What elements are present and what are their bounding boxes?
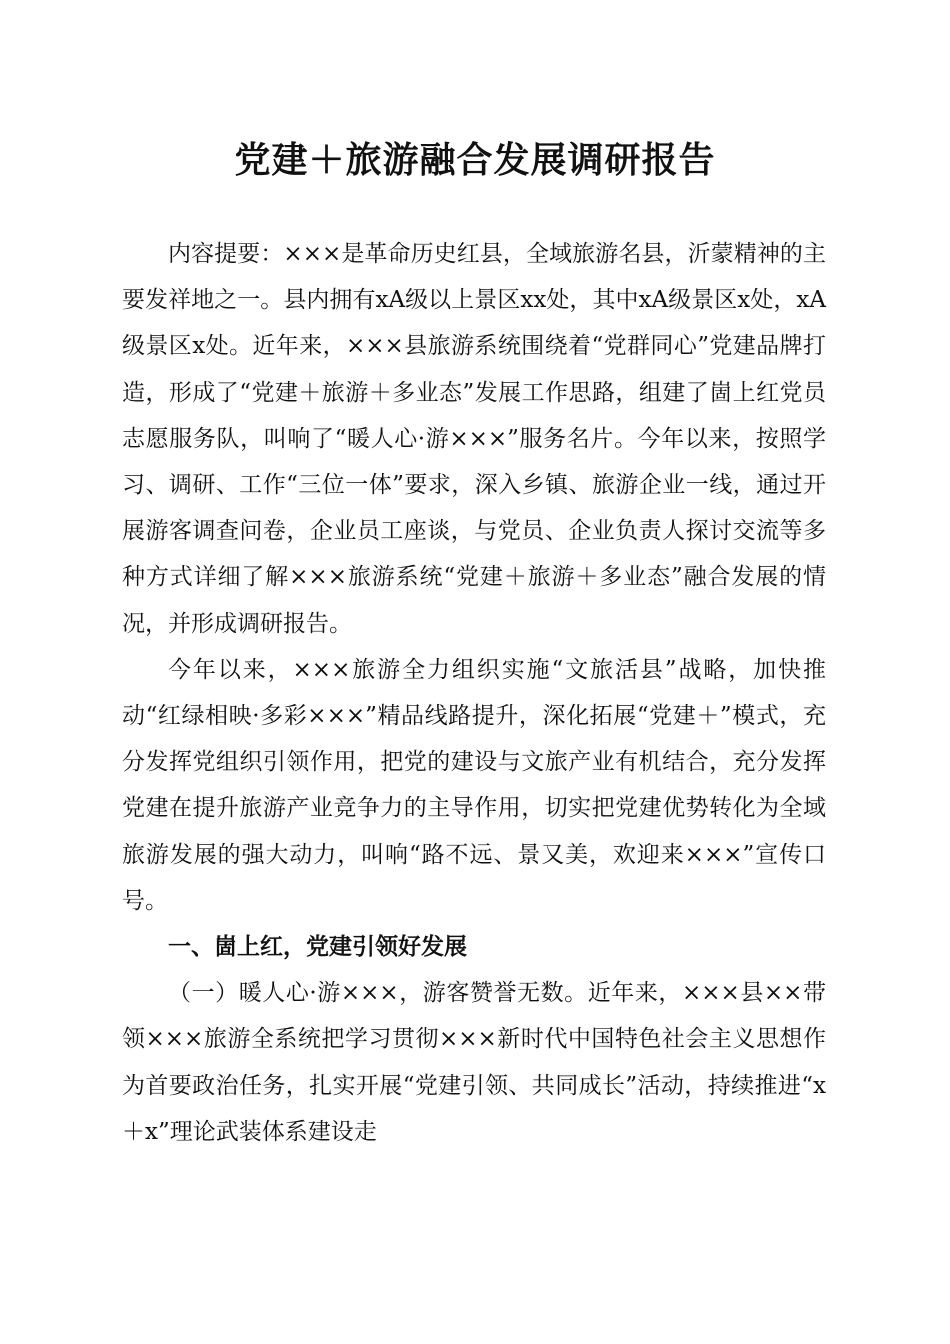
- section-heading: 一、崮上红，党建引领好发展: [168, 934, 467, 961]
- abstract-paragraph: 内容提要：×××是革命历史红县，全域旅游名县，沂蒙精神的主要发祥地之一。县内拥有xA级以上景区xx处，其中xA级景区x处，xA级景区x处。近年来，×××县旅游系统围绕着“党群同心”党建品牌打造，形成了“党建＋旅游＋多业态”发展工作思路，组建了崮上红党员志愿服务队，叫响了“暖人心·游×××”服务名片。今年以来，按照学习、调研、工作“三位一体”要求，深入乡镇、旅游企业一线，通过开展游客调查问卷，企业员工座谈，与党员、企业负责人探讨交流等多种方式详细了解×××旅游系统“党建＋旅游＋多业态”融合发展的情况，并形成调研报告。: [122, 241, 826, 637]
- intro-paragraph: 今年以来，×××旅游全力组织实施“文旅活县”战略，加快推动“红绿相映·多彩×××”精品线路提升，深化拓展“党建＋”模式，充分发挥党组织引领作用，把党的建设与文旅产业有机结合，充分发挥党建在提升旅游产业竞争力的主导作用，切实把党建优势转化为全域旅游发展的强大动力，叫响“路不远、景又美，欢迎来×××”宣传口号。: [122, 656, 826, 914]
- section-paragraph: （一）暖人心·游×××，游客赞誉无数。近年来，×××县××带领×××旅游全系统把学习贯彻×××新时代中国特色社会主义思想作为首要政治任务，扎实开展“党建引领、共同成长”活动，持续推进“x＋x”理论武装体系建设走: [122, 980, 826, 1145]
- document-body: [122, 231, 826, 1155]
- document-title: 党建＋旅游融合发展调研报告: [234, 139, 716, 181]
